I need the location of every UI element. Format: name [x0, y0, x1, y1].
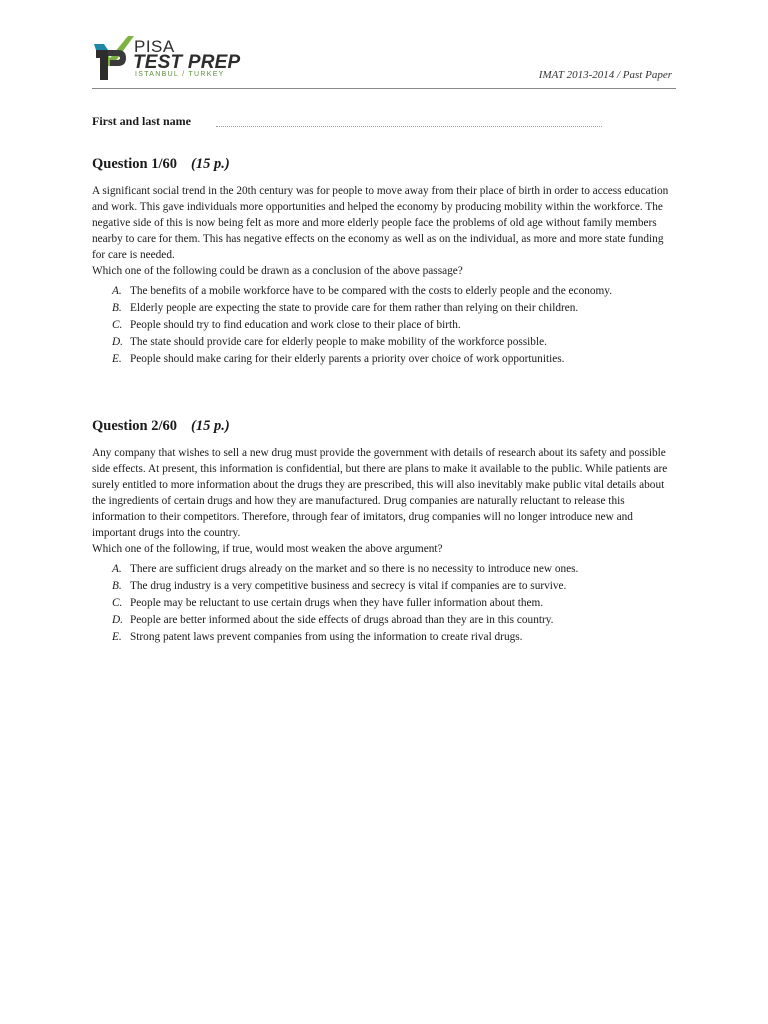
answer-options — [92, 283, 674, 367]
option-text: People are better informed about the side effects of drugs abroad than they are in this country. — [130, 614, 554, 626]
option-letter: D. — [112, 614, 123, 626]
option-text: People should make caring for their elderly parents a priority over choice of work opportunities. — [130, 353, 565, 365]
option-text: People should try to find education and work close to their place of birth. — [130, 319, 461, 331]
option-c[interactable] — [92, 317, 690, 333]
logo-text-pisa: PISA — [134, 37, 175, 56]
option-text: The benefits of a mobile workforce have to be compared with the costs to elderly people and the economy. — [130, 285, 613, 297]
option-letter: A. — [112, 563, 122, 575]
question-number: Question 1/60 — [92, 156, 177, 172]
question-number: Question 2/60 — [92, 418, 177, 434]
option-d[interactable] — [92, 612, 690, 628]
option-letter: E. — [112, 631, 122, 643]
header-divider — [92, 88, 676, 89]
name-row — [92, 114, 676, 134]
option-b[interactable] — [92, 300, 630, 316]
option-text: Elderly people are expecting the state to provide care for them rather than relying on their children. — [130, 302, 579, 314]
option-d[interactable] — [92, 334, 690, 350]
option-e[interactable] — [92, 351, 690, 367]
option-a[interactable] — [92, 561, 630, 577]
answer-options — [92, 561, 674, 645]
logo-checkmark-icon — [92, 36, 134, 82]
question-points: (15 p.) — [191, 418, 230, 434]
page-header — [92, 36, 676, 88]
option-a[interactable] — [92, 283, 630, 299]
option-letter: A. — [112, 285, 122, 297]
option-letter: E. — [112, 353, 122, 365]
logo-text-location: ISTANBUL / TURKEY — [135, 71, 225, 78]
option-text: The drug industry is a very competitive business and secrecy is vital if companies are to survive. — [130, 580, 567, 592]
option-text: The state should provide care for elderly people to make mobility of the workforce possible. — [130, 336, 547, 348]
option-b[interactable] — [92, 578, 630, 594]
question-prompt: Which one of the following could be drawn as a conclusion of the above passage? — [92, 265, 463, 277]
question-1 — [92, 155, 674, 368]
paper-label: IMAT 2013-2014 / Past Paper — [538, 69, 672, 81]
logo-text-test-prep: TEST PREP — [133, 52, 241, 73]
option-text: People may be reluctant to use certain drugs when they have fuller information about them. — [130, 597, 544, 609]
option-letter: C. — [112, 597, 123, 609]
option-letter: B. — [112, 580, 122, 592]
option-letter: C. — [112, 319, 123, 331]
question-heading — [92, 155, 674, 173]
pisa-test-prep-logo — [92, 36, 242, 82]
option-letter: D. — [112, 336, 123, 348]
option-c[interactable] — [92, 595, 690, 611]
question-prompt: Which one of the following, if true, would most weaken the above argument? — [92, 543, 443, 555]
question-2 — [92, 417, 674, 646]
question-passage: A significant social trend in the 20th century was for people to move away from their place of birth in order to access education and work. This gave individuals more opportunities and helped the economy by producing mobility within the workforce. The negative side of this is now being felt as more and more elderly people face the problems of old age without family members nearby to care for them. This has negative effects on the economy as well as on the individual, as more and more state funding for care is needed. — [92, 185, 669, 261]
question-passage: Any company that wishes to sell a new drug must provide the government with details of research about its safety and possible side effects. At present, this information is confidential, but there are plans to make it available to the public. While patients are surely entitled to more information about the drugs they are prescribed, this will also inevitably make public vital details about the ingredients of certain drugs and how they are manufactured. Drug companies are naturally reluctant to release this information to their competitors. Therefore, through fear of imitators, drug companies will no longer introduce new and important drugs into the country. — [92, 447, 668, 539]
question-points: (15 p.) — [191, 156, 230, 172]
question-heading — [92, 417, 674, 435]
name-input-line[interactable] — [216, 126, 602, 127]
option-e[interactable] — [92, 629, 690, 645]
option-letter: B. — [112, 302, 122, 314]
name-label: First and last name — [92, 114, 191, 128]
option-text: Strong patent laws prevent companies from using the information to create rival drugs. — [130, 631, 523, 643]
option-text: There are sufficient drugs already on the market and so there is no necessity to introduce new ones. — [130, 563, 579, 575]
